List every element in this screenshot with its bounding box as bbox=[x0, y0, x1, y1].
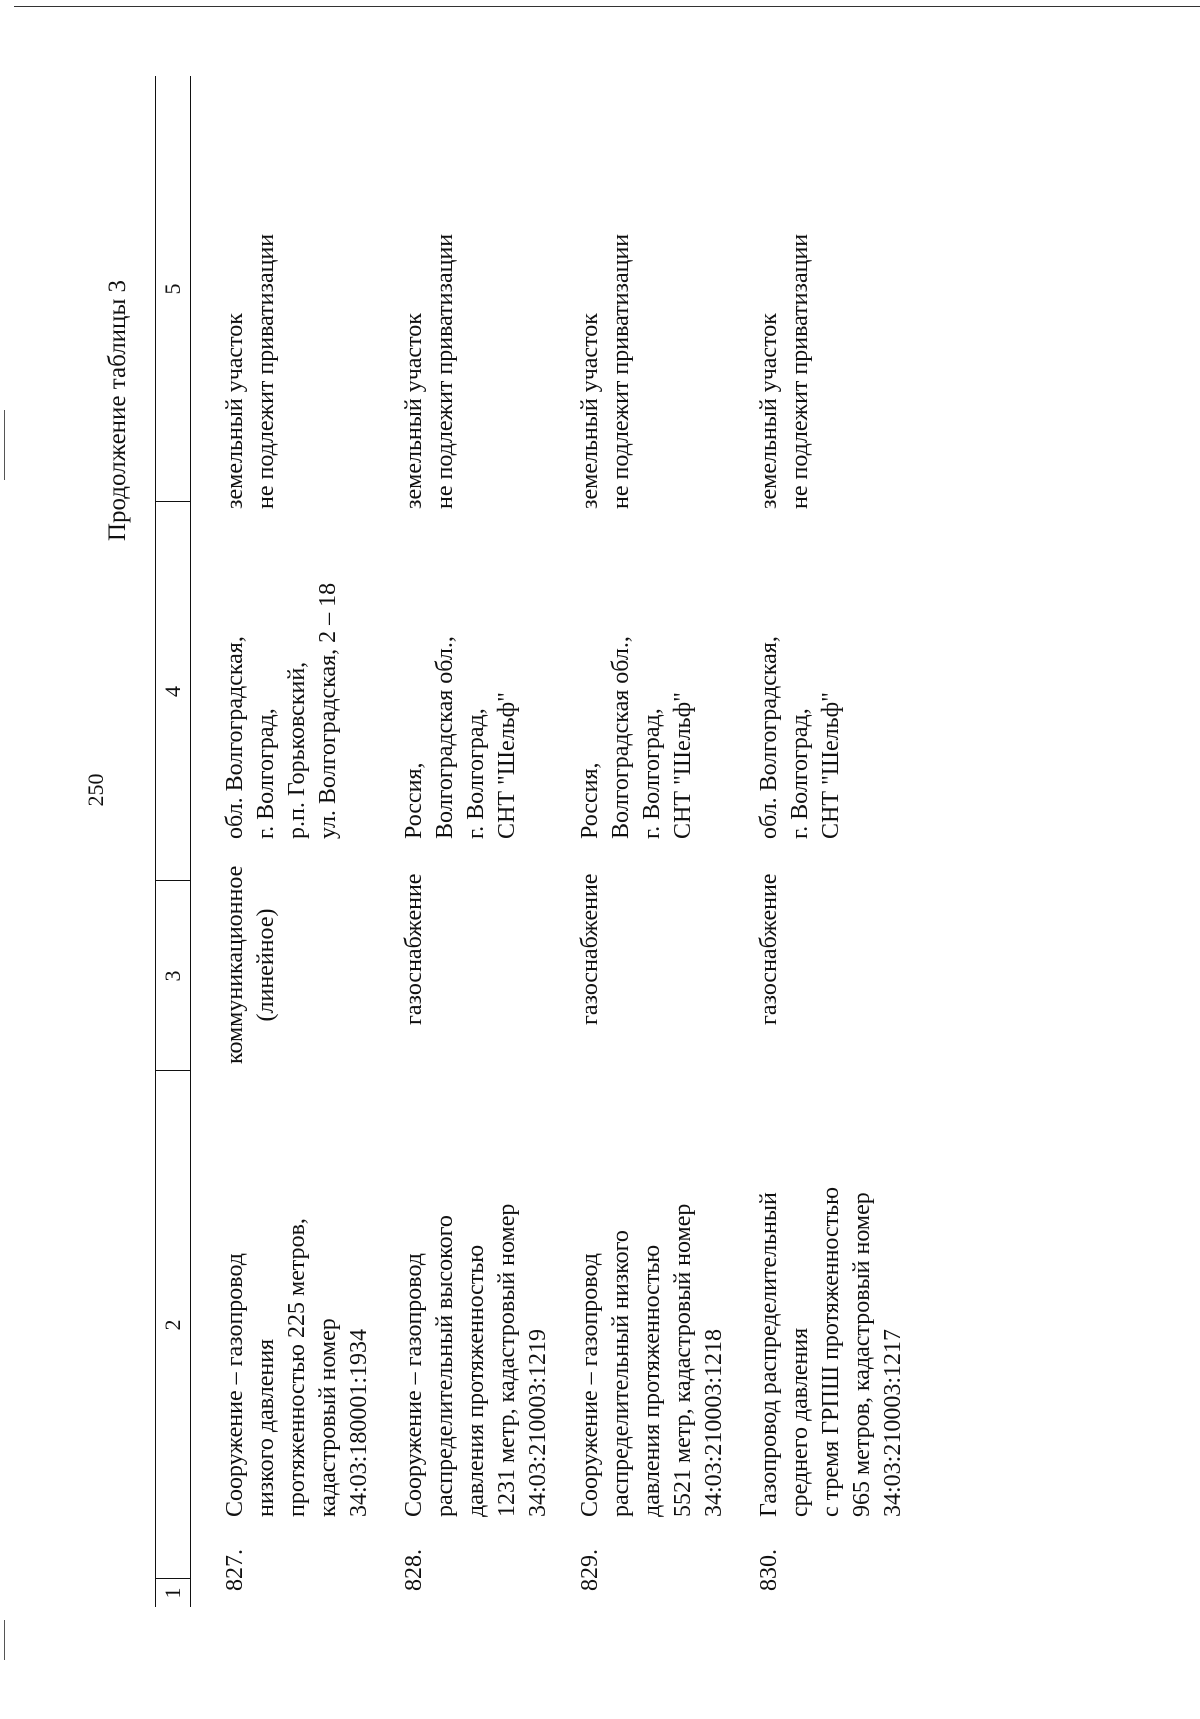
privatization-note: земельный участок не подлежит приватизации bbox=[577, 233, 634, 509]
table bbox=[155, 76, 1155, 1607]
privatization-note: земельный участок не подлежит приватизации bbox=[222, 233, 279, 509]
row-number: 827. bbox=[222, 1549, 248, 1591]
object-address: обл. Волгоградская, г. Волгоград, р.п. Горьковский, ул. Волгоградская, 2 – 18 bbox=[222, 582, 341, 839]
object-address: обл. Волгоградская, г. Волгоград, СНТ "Шельф" bbox=[756, 636, 844, 839]
object-purpose: коммуникационное (линейное) bbox=[222, 865, 279, 1064]
row-number: 828. bbox=[401, 1549, 427, 1591]
column-number: 2 bbox=[160, 1319, 185, 1331]
object-description: Сооружение – газопровод низкого давления протяженностью 225 метров, кадастровый номер 34:03:180001:1934 bbox=[222, 1218, 372, 1517]
privatization-note: земельный участок не подлежит приватизации bbox=[401, 233, 458, 509]
object-description: Газопровод распределительный среднего давления с тремя ГРПШ протяженностью 965 метров, кадастровый номер 34:03:210003:1217 bbox=[756, 1186, 906, 1517]
column-number: 1 bbox=[160, 1587, 185, 1599]
table-continuation-label: Продолжение таблицы 3 bbox=[104, 280, 131, 542]
row-number: 829. bbox=[577, 1549, 603, 1591]
column-number: 5 bbox=[160, 283, 185, 295]
page-number: 250 bbox=[83, 773, 108, 807]
object-description: Сооружение – газопровод распределительный высокого давления протяженностью 1231 метр, кадастровый номер 34:03:210003:1219 bbox=[401, 1203, 551, 1517]
column-number: 4 bbox=[160, 686, 185, 697]
object-purpose: газоснабжение bbox=[577, 873, 603, 1025]
object-purpose: газоснабжение bbox=[756, 873, 782, 1025]
column-number: 3 bbox=[160, 970, 185, 982]
object-address: Россия, Волгоградская обл., г. Волгоград, СНТ "Шельф" bbox=[401, 636, 520, 839]
table-header-rule bbox=[190, 76, 191, 1607]
object-purpose: газоснабжение bbox=[401, 873, 427, 1025]
privatization-note: земельный участок не подлежит приватизации bbox=[756, 233, 813, 509]
object-description: Сооружение – газопровод распределительный низкого давления протяженностью 5521 метр, кадастровый номер 34:03:210003:1218 bbox=[577, 1203, 727, 1517]
object-address: Россия, Волгоградская обл., г. Волгоград, СНТ "Шельф" bbox=[577, 636, 696, 839]
row-number: 830. bbox=[756, 1549, 782, 1591]
